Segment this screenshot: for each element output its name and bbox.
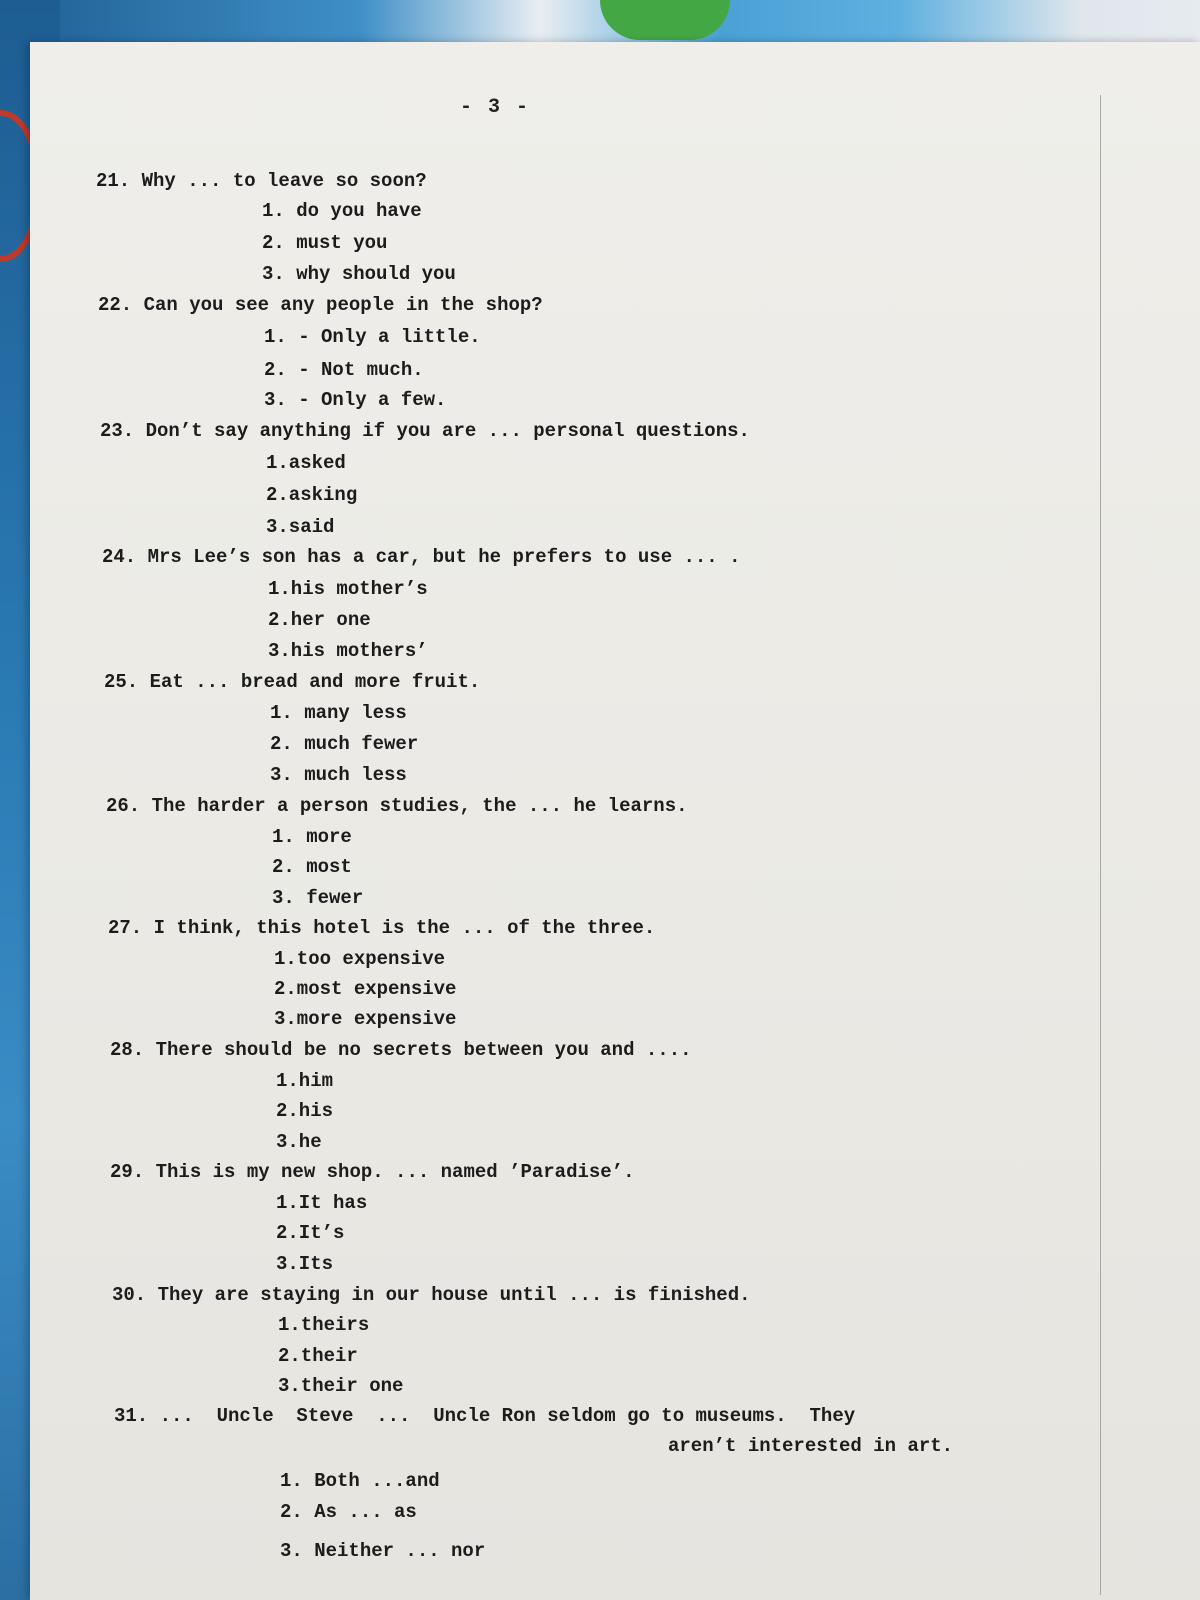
option-27-2: 2.most expensive [274,978,457,1000]
option-25-3: 3. much less [270,764,407,786]
option-22-3: 3. - Only a few. [264,389,447,411]
option-21-1: 1. do you have [262,200,422,222]
option-31-2: 2. As ... as [280,1501,417,1523]
option-24-2: 2.her one [268,609,371,631]
option-30-2: 2.their [278,1345,358,1367]
option-28-1: 1.him [276,1070,334,1092]
page-number: - 3 - [460,96,531,119]
question-23: 23. Don’t say anything if you are ... personal questions. [100,420,750,442]
question-30: 30. They are staying in our house until ... is finished. [112,1284,751,1306]
option-23-3: 3.said [266,516,335,538]
option-31-1: 1. Both ...and [280,1470,440,1492]
option-27-1: 1.too expensive [274,948,446,970]
question-26: 26. The harder a person studies, the ... he learns. [106,795,688,817]
question-29: 29. This is my new shop. ... named ’Paradise’. [110,1161,635,1183]
option-24-1: 1.his mother’s [268,578,428,600]
option-21-3: 3. why should you [262,263,456,285]
option-30-1: 1.theirs [278,1314,370,1336]
question-21: 21. Why ... to leave so soon? [96,170,427,192]
option-22-2: 2. - Not much. [264,359,424,381]
question-27: 27. I think, this hotel is the ... of the three. [108,917,656,939]
option-29-2: 2.It’s [276,1222,345,1244]
question-24: 24. Mrs Lee’s son has a car, but he prefers to use ... . [102,546,741,568]
option-27-3: 3.more expensive [274,1008,457,1030]
question-31: 31. ... Uncle Steve ... Uncle Ron seldom go to museums. They [114,1405,856,1427]
option-22-1: 1. - Only a little. [264,326,481,348]
option-29-3: 3.Its [276,1253,334,1275]
option-31-3: 3. Neither ... nor [280,1540,486,1562]
option-26-1: 1. more [272,826,352,848]
option-26-2: 2. most [272,856,352,878]
background-book-art [600,0,730,40]
option-25-1: 1. many less [270,702,407,724]
option-23-1: 1.asked [266,452,346,474]
option-21-2: 2. must you [262,232,388,254]
option-26-3: 3. fewer [272,887,364,909]
page-margin-line [1100,95,1101,1595]
option-25-2: 2. much fewer [270,733,419,755]
question-25: 25. Eat ... bread and more fruit. [104,671,481,693]
option-28-2: 2.his [276,1100,334,1122]
option-24-3: 3.his mothers’ [268,640,428,662]
option-23-2: 2.asking [266,484,358,506]
question-31-continuation: aren’t interested in art. [668,1435,954,1457]
option-30-3: 3.their one [278,1375,404,1397]
option-28-3: 3.he [276,1131,322,1153]
option-29-1: 1.It has [276,1192,368,1214]
question-22: 22. Can you see any people in the shop? [98,294,543,316]
question-28: 28. There should be no secrets between you and .... [110,1039,692,1061]
worksheet-page [30,42,1200,1600]
